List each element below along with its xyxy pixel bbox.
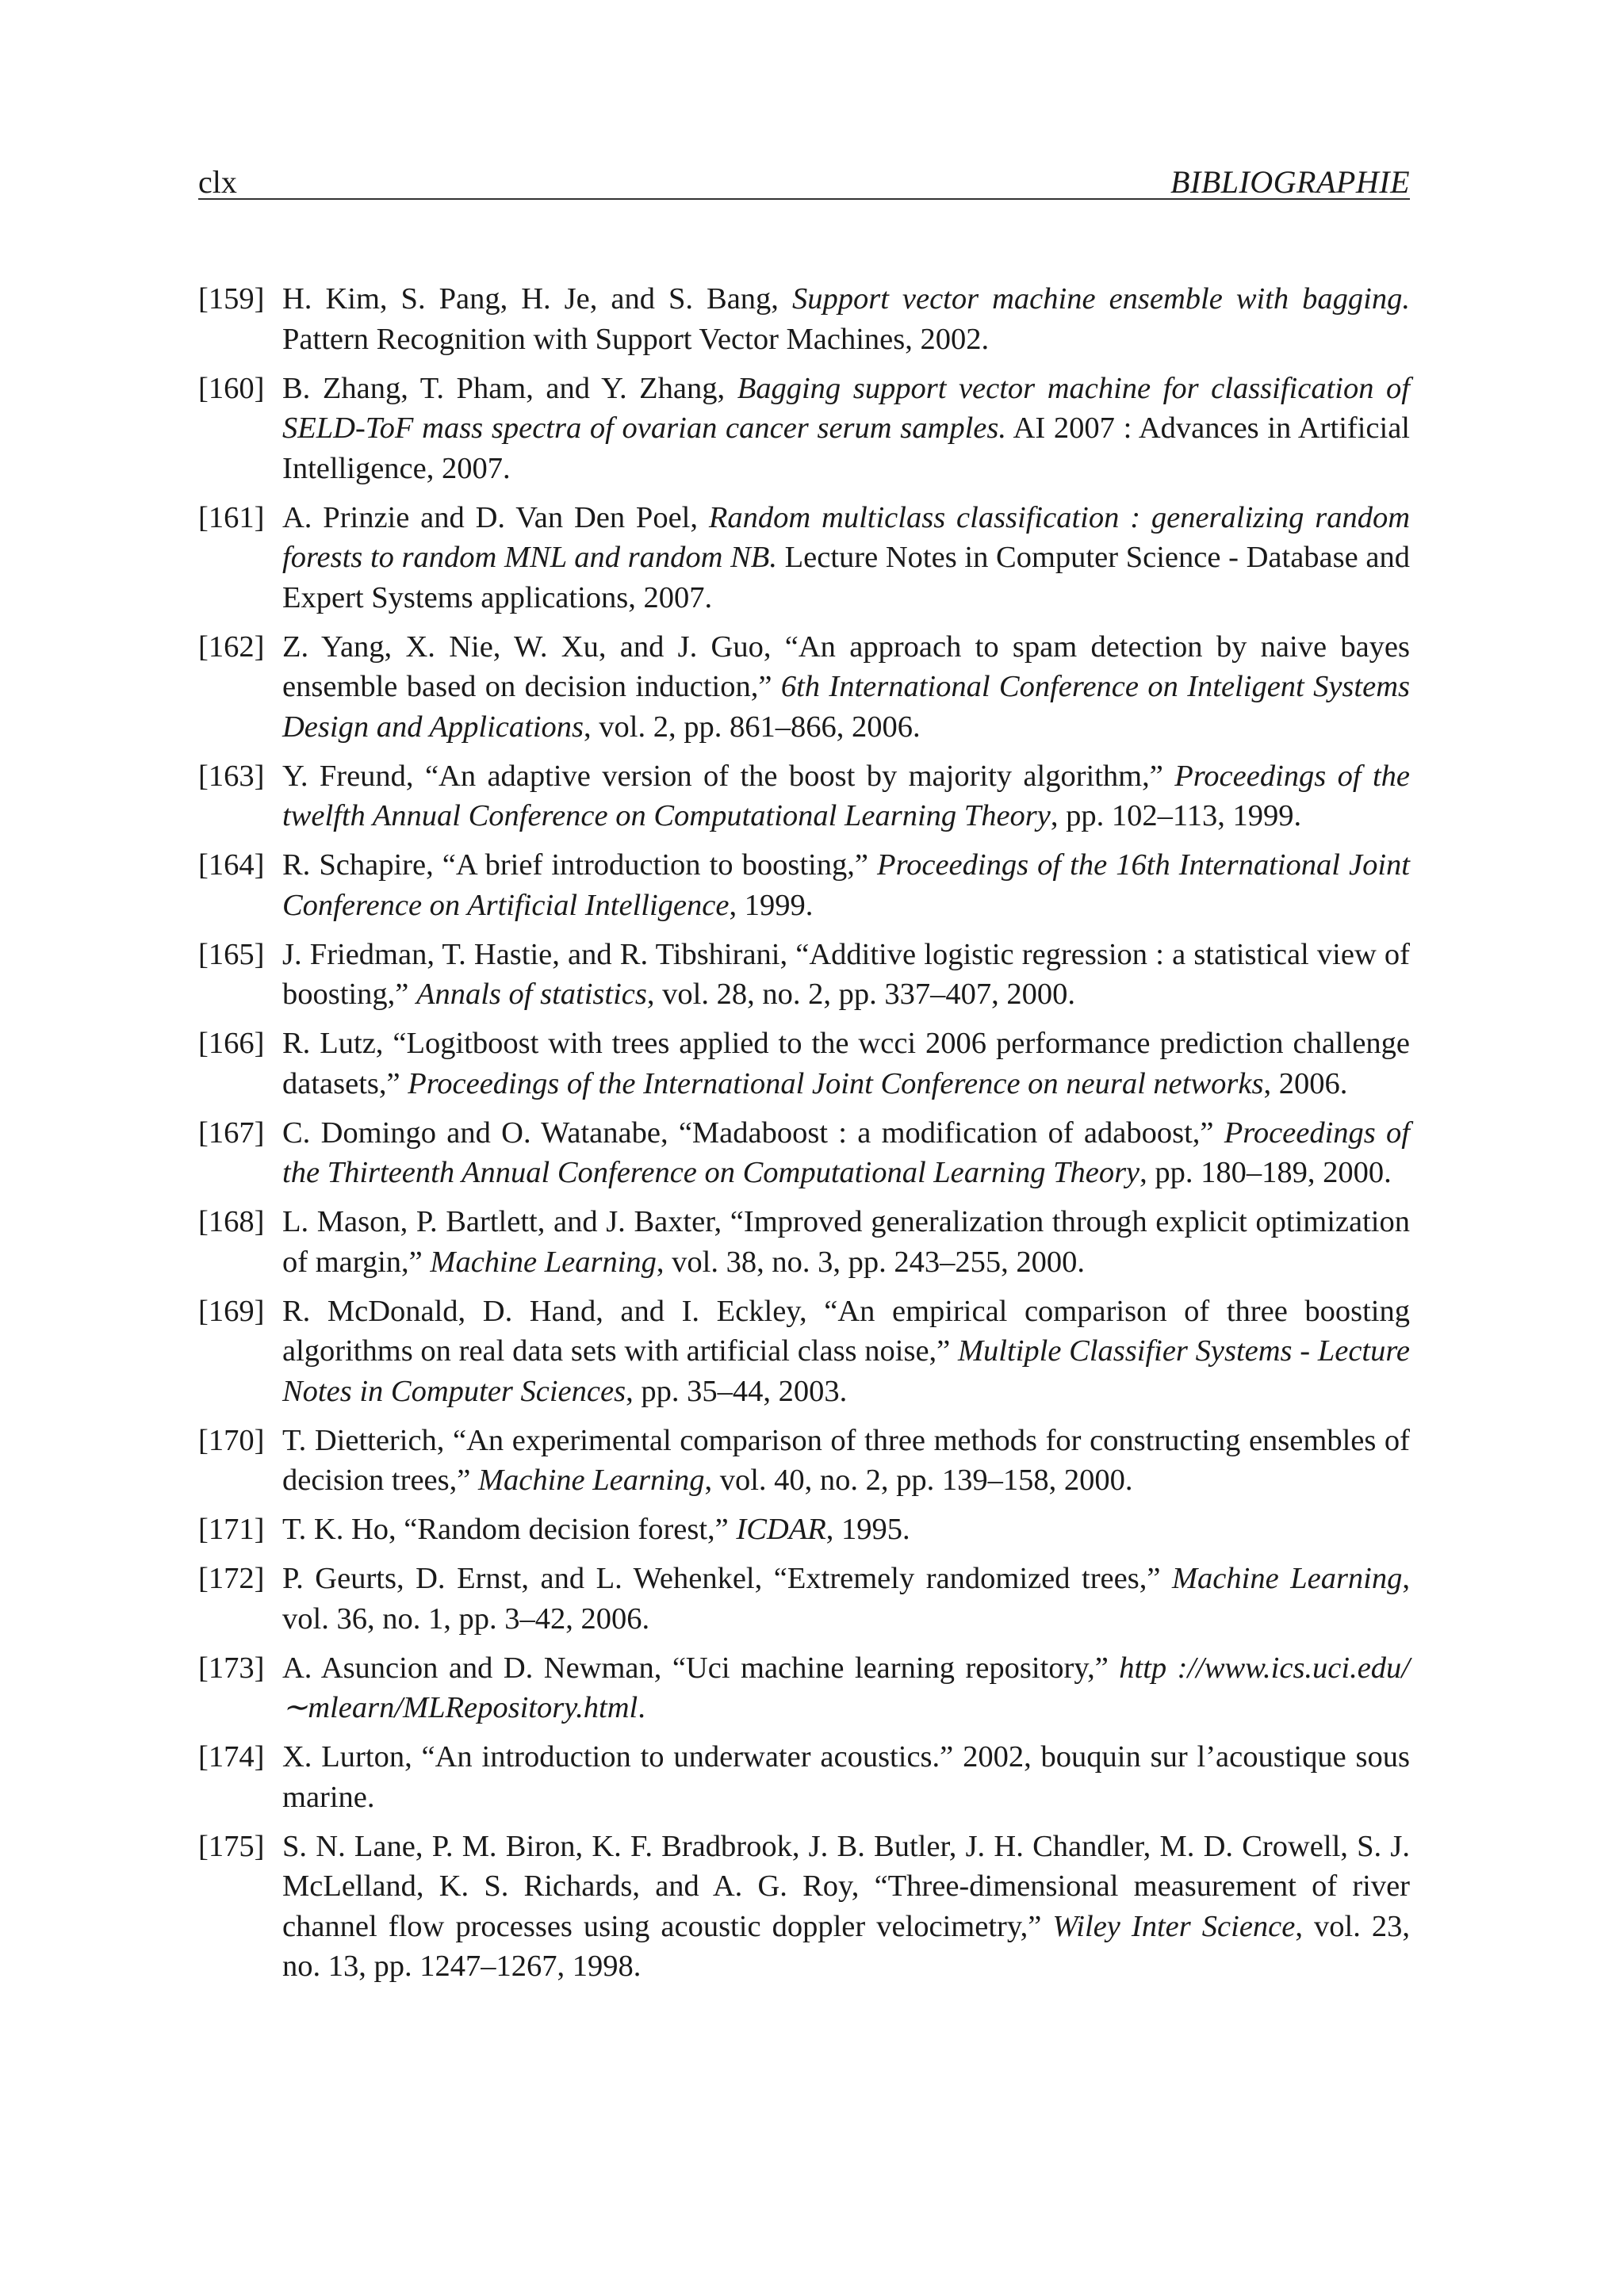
reference-italic-segment: Proceedings of the 16th International Joint Conference on Artificial Intelligence (282, 848, 1410, 922)
reference-italic-segment: Multiple Classifier Systems - Lecture Notes in Computer Sciences (282, 1334, 1410, 1408)
reference-segment: , vol. 36, no. 1, pp. 3–42, 2006. (282, 1562, 1411, 1636)
reference-text (282, 1830, 1410, 1984)
reference-italic-segment: 6th International Conference on Inteligent Systems Design and Applications (282, 670, 1410, 744)
reference-number: [160] (198, 371, 265, 405)
reference-entry (198, 498, 1410, 618)
reference-text (282, 848, 1410, 922)
reference-italic-segment: Machine Learning (477, 1464, 705, 1497)
reference-entry (198, 1737, 1410, 1817)
reference-number: [171] (198, 1513, 265, 1546)
reference-segment: R. McDonald, D. Hand, and I. Eckley, “An empirical comparison of three boosting algorithms on real data sets with artificial class noise,” (282, 1294, 1410, 1368)
reference-number: [170] (198, 1423, 265, 1457)
reference-entry (198, 1559, 1410, 1639)
reference-text (282, 1116, 1410, 1190)
reference-text (282, 1295, 1410, 1408)
reference-text (282, 282, 1410, 356)
reference-number: [164] (198, 848, 265, 882)
reference-segment: AI 2007 : Advances in Artificial Intelligence, 2007. (282, 411, 1410, 485)
reference-segment: , vol. 23, no. 13, pp. 1247–1267, 1998. (282, 1909, 1410, 1983)
bibliography-list (198, 279, 1410, 1996)
reference-italic-segment: Machine Learning (430, 1245, 657, 1279)
reference-segment: Z. Yang, X. Nie, W. Xu, and J. Guo, “An approach to spam detection by naive bayes ensemble based on decision induction,” (282, 629, 1410, 703)
reference-text (282, 938, 1410, 1012)
reference-entry (198, 756, 1410, 836)
reference-italic-segment: Support vector machine ensemble with bagging. (791, 282, 1410, 316)
running-header (198, 155, 1410, 198)
reference-number: [159] (198, 282, 265, 316)
reference-entry (198, 1827, 1410, 1987)
reference-segment: , pp. 102–113, 1999. (1050, 799, 1302, 832)
reference-segment: , pp. 35–44, 2003. (626, 1374, 848, 1408)
reference-segment: T. Dietterich, “An experimental comparison of three methods for constructing ensembles of decision trees,” (282, 1423, 1410, 1497)
reference-italic-segment: Proceedings of the Thirteenth Annual Conference on Computational Learning Theory (282, 1115, 1410, 1189)
reference-segment: X. Lurton, “An introduction to underwater acoustics.” 2002, bouquin sur l’acoustique sous marine. (282, 1740, 1410, 1814)
reference-entry (198, 845, 1410, 925)
reference-segment: , vol. 2, pp. 861–866, 2006. (584, 710, 921, 744)
reference-text (282, 1562, 1410, 1636)
reference-segment: S. N. Lane, P. M. Biron, K. F. Bradbrook, J. B. Butler, J. H. Chandler, M. D. Crowell, S. J. McLelland, K. S. Richards, and A. G. Roy, “Three-dimensional measurement of river channel flow processes using acoustic doppler velocimetry,” (282, 1829, 1410, 1943)
reference-entry (198, 627, 1410, 748)
reference-italic-segment: Proceedings of the twelfth Annual Conference on Computational Learning Theory (282, 759, 1411, 832)
reference-number: [165] (198, 937, 265, 971)
reference-entry (198, 1024, 1410, 1104)
reference-number: [167] (198, 1115, 265, 1150)
reference-italic-segment: Annals of statistics (416, 978, 647, 1011)
reference-segment: , pp. 180–189, 2000. (1139, 1156, 1392, 1189)
reference-number: [162] (198, 629, 265, 664)
reference-segment: , 1995. (825, 1513, 910, 1546)
reference-segment: H. Kim, S. Pang, H. Je, and S. Bang, (282, 282, 792, 316)
reference-italic-segment: Proceedings of the International Joint Conference on neural networks (408, 1066, 1264, 1100)
reference-text (282, 1651, 1410, 1725)
reference-entry (198, 1510, 1410, 1550)
reference-text (282, 760, 1410, 833)
reference-segment: . (638, 1691, 645, 1724)
reference-italic-segment: Random multiclass classification : generalizing random forests to random MNL and random NB. (282, 500, 1410, 574)
reference-text (282, 1424, 1410, 1498)
reference-number: [166] (198, 1027, 265, 1060)
reference-entry (198, 1648, 1410, 1728)
reference-segment: , vol. 38, no. 3, pp. 243–255, 2000. (656, 1245, 1085, 1279)
reference-text (282, 1205, 1410, 1279)
reference-segment: , 2006. (1263, 1066, 1348, 1100)
reference-segment: Lecture Notes in Computer Science - Database and Expert Systems applications, 2007. (282, 541, 1410, 614)
reference-segment: P. Geurts, D. Ernst, and L. Wehenkel, “Extremely randomized trees,” (282, 1562, 1172, 1595)
reference-segment: A. Prinzie and D. Van Den Poel, (282, 500, 709, 534)
reference-segment: Y. Freund, “An adaptive version of the boost by majority algorithm,” (282, 759, 1175, 793)
reference-entry (198, 369, 1410, 489)
reference-segment: B. Zhang, T. Pham, and Y. Zhang, (282, 371, 737, 405)
reference-segment: T. K. Ho, “Random decision forest,” (282, 1513, 737, 1546)
reference-number: [172] (198, 1562, 265, 1595)
reference-text (282, 1740, 1410, 1814)
reference-number: [174] (198, 1740, 265, 1774)
reference-segment: A. Asuncion and D. Newman, “Uci machine learning repository,” (282, 1651, 1120, 1685)
page-number: clx (198, 164, 237, 200)
reference-entry (198, 935, 1410, 1015)
reference-italic-segment: http ://www.ics.uci.edu/∼mlearn/MLRepository.html (282, 1651, 1411, 1724)
reference-segment: L. Mason, P. Bartlett, and J. Baxter, “Improved generalization through explicit optimization of margin,” (282, 1205, 1410, 1279)
reference-number: [161] (198, 500, 265, 534)
reference-segment: , vol. 40, no. 2, pp. 139–158, 2000. (704, 1464, 1133, 1497)
reference-segment: Pattern Recognition with Support Vector Machines, 2002. (282, 322, 990, 356)
reference-number: [175] (198, 1829, 265, 1863)
reference-entry (198, 1113, 1410, 1193)
reference-segment: , 1999. (729, 888, 814, 922)
reference-segment: R. Schapire, “A brief introduction to boosting,” (282, 848, 878, 882)
reference-segment: R. Lutz, “Logitboost with trees applied to the wcci 2006 performance prediction challenge datasets,” (282, 1027, 1410, 1100)
reference-italic-segment: Machine Learning (1171, 1562, 1403, 1595)
reference-entry (198, 279, 1410, 359)
reference-text (282, 1027, 1410, 1100)
section-title: BIBLIOGRAPHIE (1170, 164, 1410, 200)
reference-number: [173] (198, 1651, 265, 1685)
reference-segment: , vol. 28, no. 2, pp. 337–407, 2000. (646, 978, 1075, 1011)
reference-text (282, 501, 1410, 614)
reference-text (282, 1513, 910, 1546)
reference-italic-segment: Bagging support vector machine for classification of SELD-ToF mass spectra of ovarian cancer serum samples. (282, 371, 1410, 445)
reference-entry (198, 1421, 1410, 1501)
reference-text (282, 372, 1410, 485)
reference-italic-segment: ICDAR (736, 1513, 826, 1546)
reference-segment: C. Domingo and O. Watanabe, “Madaboost : a modification of adaboost,” (282, 1115, 1224, 1150)
reference-italic-segment: Wiley Inter Science (1052, 1909, 1296, 1943)
reference-number: [169] (198, 1294, 265, 1328)
header-rule (198, 198, 1410, 200)
reference-entry (198, 1292, 1410, 1412)
reference-number: [168] (198, 1205, 265, 1238)
reference-entry (198, 1202, 1410, 1282)
reference-text (282, 630, 1410, 744)
reference-segment: J. Friedman, T. Hastie, and R. Tibshirani, “Additive logistic regression : a statistical view of boosting,” (282, 937, 1410, 1011)
reference-number: [163] (198, 759, 265, 793)
